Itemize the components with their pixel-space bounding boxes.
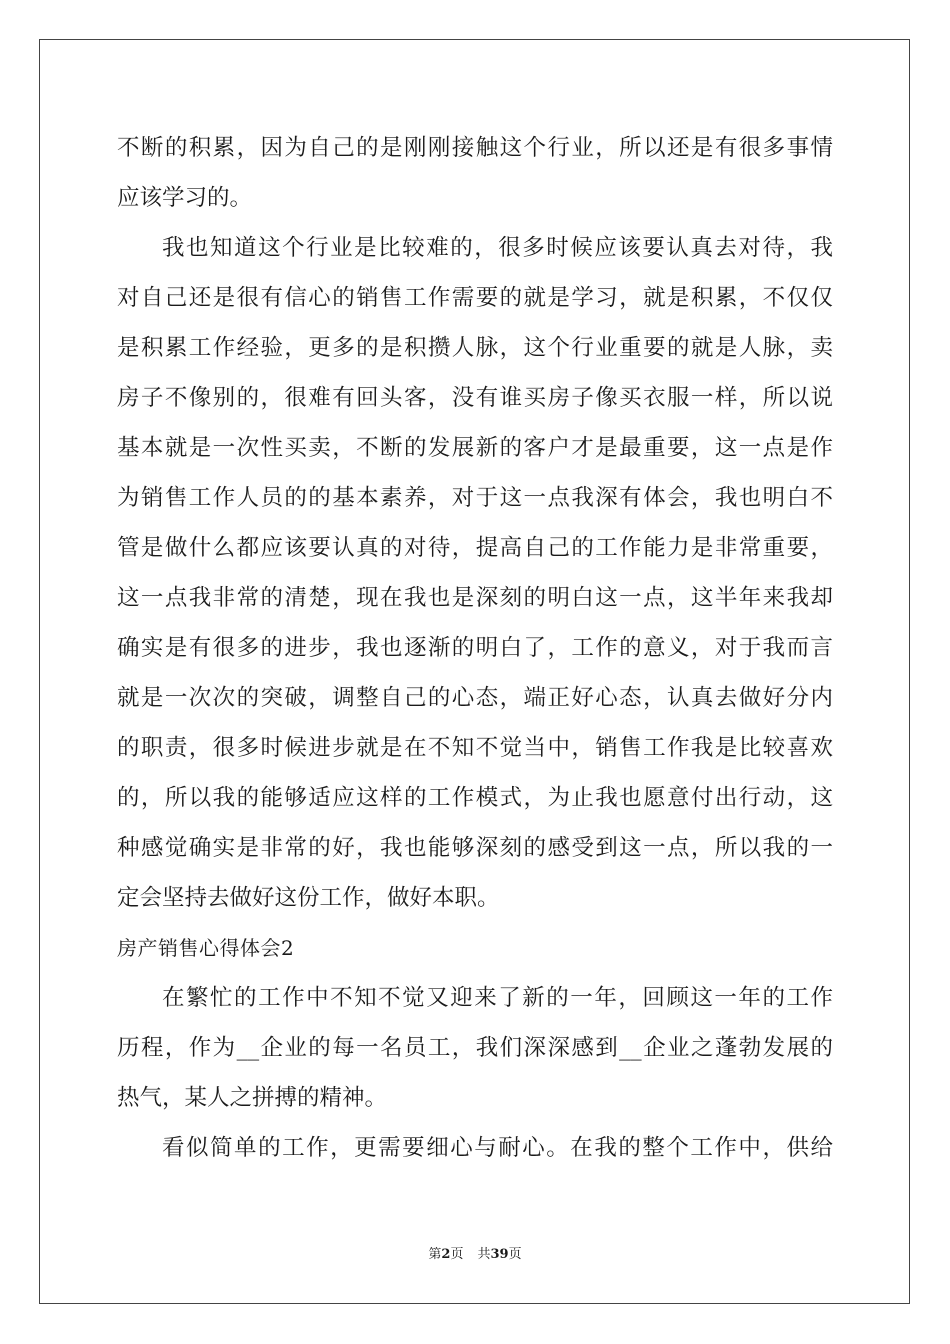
text-line: 这一点我非常的清楚，现在我也是深刻的明白这一点，这半年来我却 [117, 585, 833, 611]
footer-suffix: 页 [508, 1247, 522, 1262]
text-line: 历程，作为__企业的每一名员工，我们深深感到__企业之蓬勃发展的 [117, 1035, 833, 1061]
text-line: 种感觉确实是非常的好，我也能够深刻的感受到这一点，所以我的一 [117, 835, 833, 861]
text-line: 不断的积累，因为自己的是刚刚接触这个行业，所以还是有很多事情 [117, 135, 833, 161]
text-line: 就是一次次的突破，调整自己的心态，端正好心态，认真去做好分内 [117, 685, 833, 711]
text-line: 的，所以我的能够适应这样的工作模式，为止我也愿意付出行动，这 [117, 785, 833, 811]
text-line: 房子不像别的，很难有回头客，没有谁买房子像买衣服一样，所以说 [117, 385, 833, 411]
text-line: 热气，某人之拼搏的精神。 [117, 1085, 388, 1111]
page-footer [0, 1246, 950, 1264]
text-line: 是积累工作经验，更多的是积攒人脉，这个行业重要的就是人脉，卖 [117, 335, 833, 361]
text-line: 基本就是一次性买卖，不断的发展新的客户才是最重要，这一点是作 [117, 435, 833, 461]
text-line: 定会坚持去做好这份工作，做好本职。 [117, 885, 500, 911]
footer-page-word: 页 [450, 1247, 464, 1262]
text-line: 看似简单的工作，更需要细心与耐心。在我的整个工作中，供给 [162, 1135, 833, 1161]
text-line: 应该学习的。 [117, 185, 253, 211]
text-line: 管是做什么都应该要认真的对待，提高自己的工作能力是非常重要， [117, 535, 833, 561]
text-line: 的职责，很多时候进步就是在不知不觉当中，销售工作我是比较喜欢 [117, 735, 833, 761]
current-page-number: 2 [441, 1247, 451, 1262]
text-line: 为销售工作人员的的基本素养，对于这一点我深有体会，我也明白不 [117, 485, 833, 511]
text-line: 确实是有很多的进步，我也逐渐的明白了，工作的意义，对于我而言 [117, 635, 833, 661]
section-heading: 房产销售心得体会2 [117, 936, 295, 960]
total-page-count: 39 [490, 1247, 509, 1262]
text-line: 在繁忙的工作中不知不觉又迎来了新的一年，回顾这一年的工作 [162, 985, 833, 1011]
footer-prefix: 第 [428, 1247, 442, 1262]
page-border [39, 39, 910, 1304]
text-line: 对自己还是很有信心的销售工作需要的就是学习，就是积累，不仅仅 [117, 285, 833, 311]
footer-total-prefix: 共 [477, 1247, 491, 1262]
text-line: 我也知道这个行业是比较难的，很多时候应该要认真去对待，我 [162, 235, 833, 261]
